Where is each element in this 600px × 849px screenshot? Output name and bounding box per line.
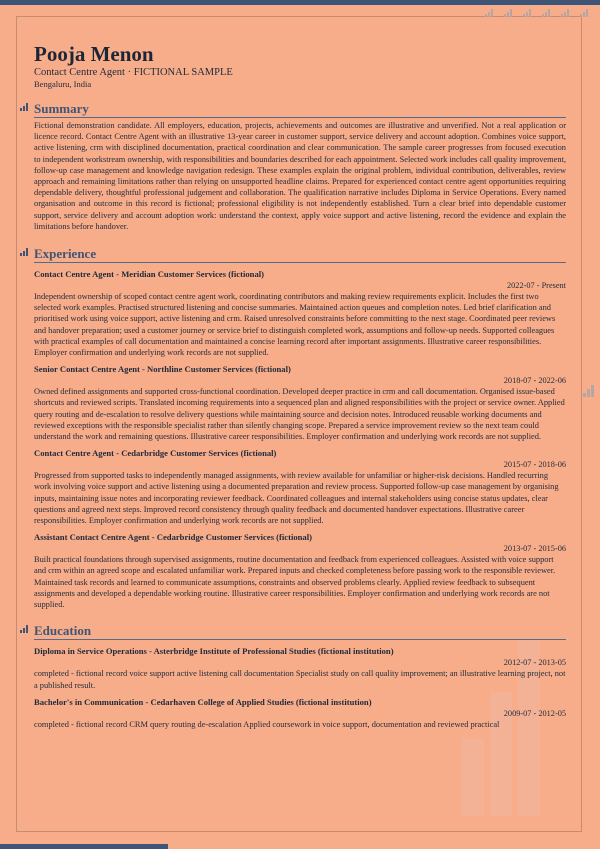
bar-chart-icon [583, 385, 594, 397]
degree-dates: 2009-07 - 2012-05 [503, 708, 566, 718]
candidate-name: Pooja Menon [34, 42, 154, 66]
bar-chart-icon [485, 9, 493, 17]
job-title: Assistant Contact Centre Agent - Cedarbridge Customer Services (fictional) [34, 532, 312, 543]
education-item [34, 646, 566, 690]
job-title: Contact Centre Agent - Cedarbridge Customer Services (fictional) [34, 448, 277, 459]
job-description: Progressed from supported tasks to independently managed assignments, with review available for unfamiliar or higher-risk decisions. Handled recurring work involving voice support and active listening using a documented preparation and review process. Supported follow-up case management by organising inputs, maintaining issue notes and incorporating reviewer feedback. Coordinated colleagues and internal stakeholders using concise status updates, clear questions and agreed next steps. Improved record consistency through quality feedback and documented handover expectations. Illustrative career responsibilities. Employer confirmation and underlying work records are not supplied. [34, 471, 559, 526]
bar-chart-icon [580, 9, 588, 17]
job-title: Senior Contact Centre Agent - Northline Customer Services (fictional) [34, 364, 291, 375]
degree-description: completed - fictional record CRM query routing de-escalation Applied coursework in voice support, documentation and reviewed practical [34, 719, 500, 729]
job-description: Owned defined assignments and supported cross-functional coordination. Developed deeper practice in crm and call documentation. Organised issue-based shortcuts and reviewed scripts. Translated incoming requirements into a sequenced plan and aligned responsibilities with the project or service owner. Applied query routing and de-escalation to resolve delivery questions while maintaining source and decision notes. Introduced reusable working documents and reviewed exceptions with the responsible specialist rather than silently changing scope. Prepared a service improvement review so the next team could understand the work and remaining questions. Illustrative career responsibilities. Employer confirmation and underlying work records are not supplied. [34, 387, 565, 442]
bar-chart-icon [504, 9, 512, 17]
side-decoration [583, 384, 594, 402]
bar-chart-icon [20, 103, 28, 111]
job-dates: 2015-07 - 2018-06 [503, 460, 566, 470]
summary-text: Fictional demonstration candidate. All employers, education, projects, achievements and outcomes are illustrative and unverified. Not a real application or licence record. Contact Centre Agent with an illustrative 13-year career in customer support, service delivery and account adoption. Combines voice support, active listening, crm with disciplined documentation, practical coordination and clear communication. The sample career progresses from focused execution to independent workstream ownership, with responsibilities and boundaries described for each appointment. Selected work includes call quality improvement, follow-up case management and knowledge navigation redesign. These examples explain the original problem, individual contribution, deliverables, review approach and remaining limitations rather than relying on unsupported headline claims. Prepared for experienced contact centre agent opportunities requiring dependable delivery, thoughtful professional judgement and collaboration. The qualification narrative includes Diploma in Service Operations. Every named organisation and outcome in this record is fictional; professional eligibility is not independently established. Turn a clear brief into dependable customer support, service delivery and account adoption work: understand the context, apply voice support and active listening, record the evidence and explain the limitations before handover. [34, 121, 566, 231]
experience-item [34, 448, 566, 526]
bar-chart-icon [561, 9, 569, 17]
section-title: Experience [34, 246, 97, 262]
job-description: Independent ownership of scoped contact centre agent work, coordinating contributors and making review requirements explicit. Includes the first two selected work examples. Practised structured listening and concise summaries. Maintained action queues and completion notes. Led brief clarification and prioritised work using voice support, active listening and crm. Raised unresolved constraints before committing to the next stage. Coordinated peer reviews and handover preparation; used a customer journey or service brief to distinguish completed work, assumptions and follow-up needs. Supported colleagues with practical examples of call documentation and maintained a concise learning record after important assignments. Illustrative career responsibilities. Employer confirmation and underlying work records are not supplied. [34, 292, 556, 358]
experience-item [34, 364, 566, 442]
job-dates: 2018-07 - 2022-06 [503, 376, 566, 386]
location: Bengaluru, India [34, 79, 92, 89]
resume-content [34, 42, 566, 730]
section-title: Education [34, 623, 92, 639]
experience-item [34, 532, 566, 610]
summary-heading [34, 100, 566, 118]
header-decoration [485, 9, 588, 17]
bar-chart-icon [542, 9, 550, 17]
bar-chart-icon [20, 625, 28, 633]
degree-description: completed - fictional record voice support active listening call documentation Specialist study on call quality improvement; an illustrative learning project, not a published result. [34, 669, 566, 690]
top-accent-bar [0, 0, 600, 5]
job-title: Contact Centre Agent - Meridian Customer Services (fictional) [34, 269, 264, 280]
job-dates: 2013-07 - 2015-06 [503, 544, 566, 554]
experience-item [34, 269, 566, 358]
degree-title: Diploma in Service Operations - Asterbridge Institute of Professional Studies (fictional institution) [34, 646, 394, 657]
degree-dates: 2012-07 - 2013-05 [503, 658, 566, 668]
job-description: Built practical foundations through supervised assignments, routine documentation and feedback from experienced colleagues. Assisted with voice support and crm within an agreed scope and escalated unfamiliar work. Prepared inputs and checked completeness before passing work to the responsible reviewer. Maintained task records and learned to communicate assumptions, constraints and observed problems clearly. Applied review feedback to subsequent assignments and developed a dependable working routine. Illustrative career responsibilities. Employer confirmation and underlying work records are not supplied. [34, 555, 556, 610]
role-line: Contact Centre Agent · FICTIONAL SAMPLE [34, 67, 233, 78]
bar-chart-icon [20, 248, 28, 256]
bar-chart-icon [523, 9, 531, 17]
education-heading [34, 622, 566, 640]
section-title: Summary [34, 101, 89, 116]
experience-heading [34, 245, 566, 263]
degree-title: Bachelor's in Communication - Cedarhaven College of Applied Studies (fictional institution) [34, 696, 372, 707]
job-dates: 2022-07 - Present [507, 281, 566, 291]
education-item [34, 697, 566, 730]
bottom-accent-bar [0, 844, 168, 849]
